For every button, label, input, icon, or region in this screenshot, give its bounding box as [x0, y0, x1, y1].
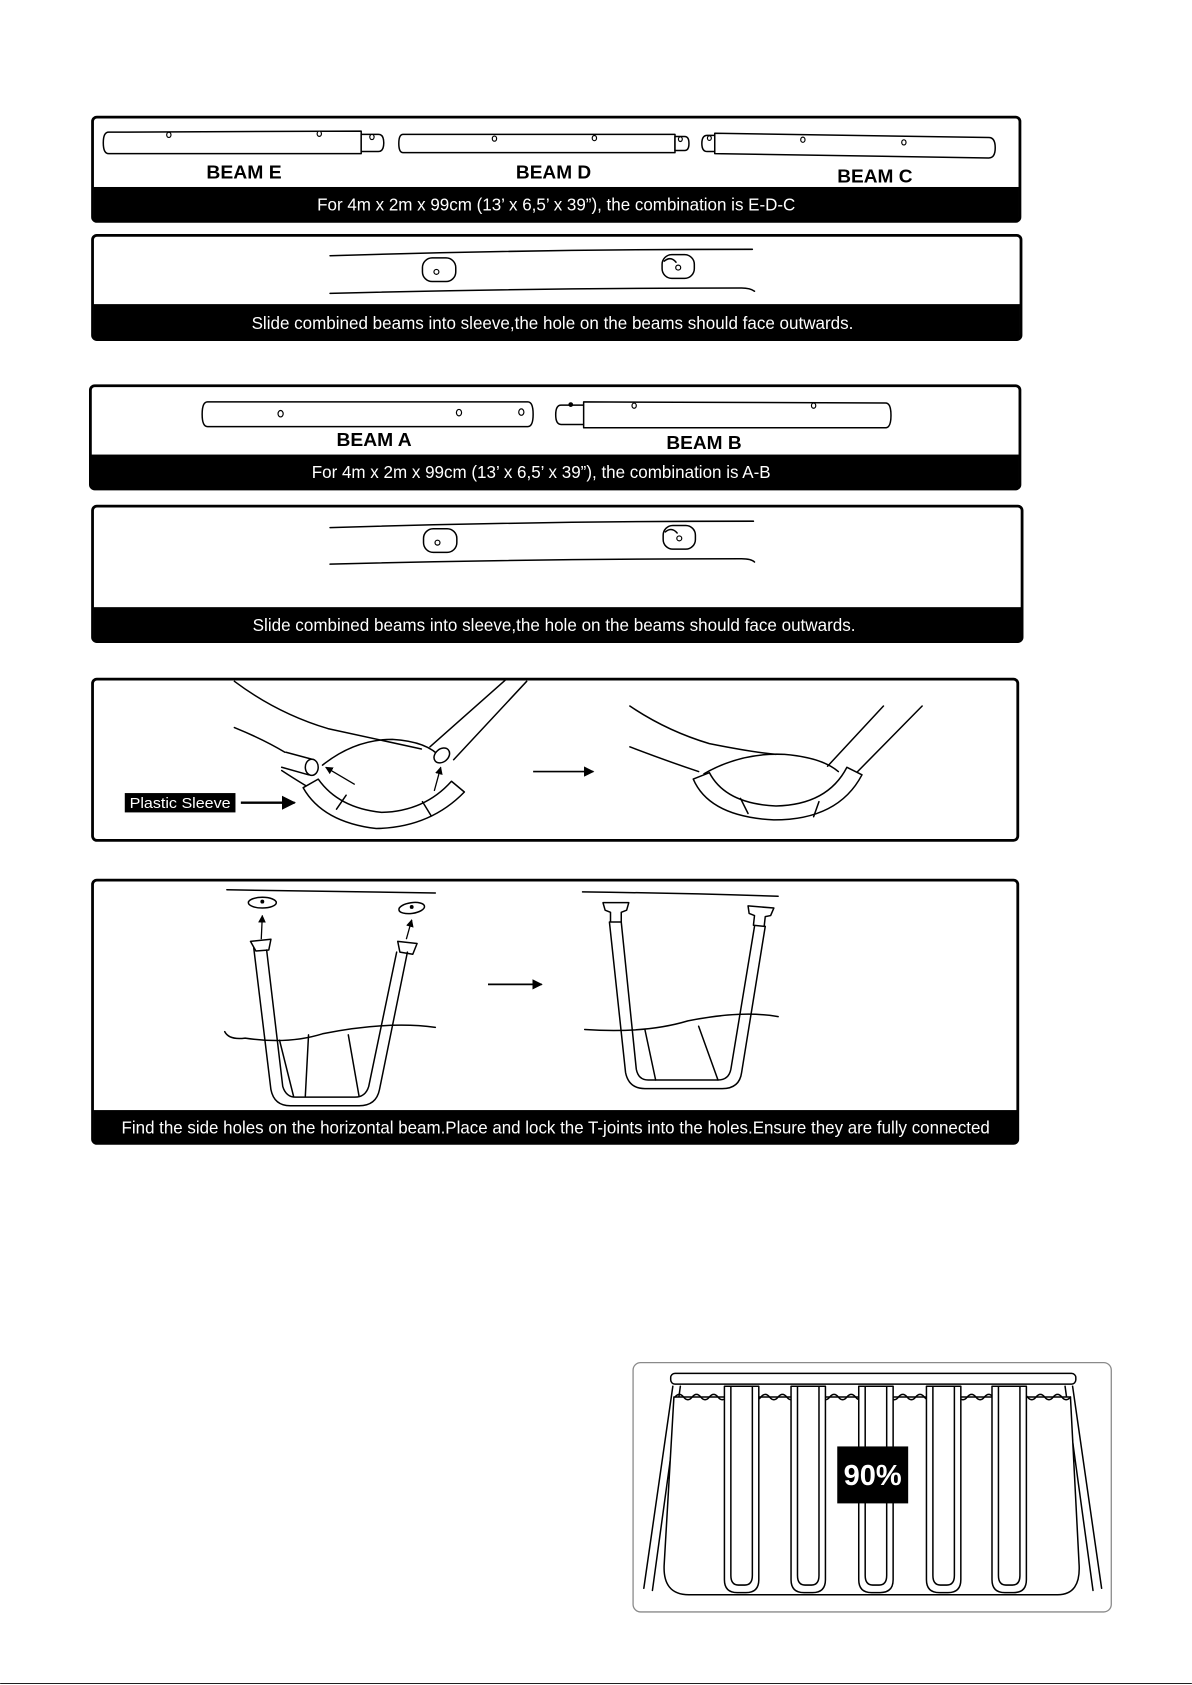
sleeve-panel-2 [93, 506, 1023, 641]
beam-c-label: BEAM C [837, 165, 913, 187]
beam-c [702, 133, 995, 158]
u-support [992, 1386, 1026, 1592]
plastic-sleeve-panel [93, 679, 1018, 840]
panel-background [93, 880, 1018, 1143]
beam-hole [801, 137, 805, 142]
beam-hole [370, 134, 374, 139]
beam-b-body [584, 402, 891, 428]
beam-hole [678, 137, 682, 142]
step-caption: Slide combined beams into sleeve,the hole on the beams should face outwards. [252, 614, 856, 635]
u-support-outer [724, 1386, 758, 1592]
beam-hole-window [422, 258, 455, 282]
beam-hole [167, 132, 171, 137]
u-support-outer [992, 1386, 1026, 1592]
beam-c-body [715, 133, 995, 158]
beam-e-body [103, 131, 361, 154]
beam-hole [632, 403, 636, 408]
beam-hole [492, 136, 496, 141]
beam-end [305, 759, 318, 775]
beam-hole [707, 136, 711, 141]
sleeve-panel-1 [93, 235, 1021, 339]
beam-hole [677, 536, 682, 541]
beam-a-body [202, 402, 533, 427]
beam-hole [519, 409, 524, 415]
u-support-outer [791, 1386, 825, 1592]
beams-ab-panel [90, 386, 1020, 489]
step-caption: Slide combined beams into sleeve,the hole on the beams should face outwards. [251, 312, 854, 333]
side-hole [260, 900, 264, 904]
top-rail [671, 1373, 1076, 1384]
beam-hole [434, 269, 439, 274]
beam-e [103, 131, 383, 154]
beam-hole [592, 136, 596, 141]
beam-hole [568, 402, 573, 407]
t-joint-panel [93, 880, 1018, 1143]
u-support-outer [926, 1386, 960, 1592]
beam-hole [902, 140, 906, 145]
u-support [724, 1386, 758, 1592]
beam-d [399, 134, 689, 152]
water-level-label: 90% [843, 1460, 902, 1493]
beam-hole [317, 131, 321, 136]
step-caption: Find the side holes on the horizontal beam.Place and lock the T-joints into the holes.Ensure they are fully connected [121, 1117, 990, 1138]
beams-edc-panel [93, 117, 1020, 221]
beam-b-narrow-end [556, 405, 585, 424]
beam-b-label: BEAM B [666, 432, 742, 454]
u-support [791, 1386, 825, 1592]
step-caption: For 4m x 2m x 99cm (13’ x 6,5’ x 39”), the combination is E-D-C [317, 194, 796, 215]
beam-hole [676, 265, 681, 270]
beam-hole [278, 411, 283, 417]
plastic-sleeve-label: Plastic Sleeve [129, 795, 231, 813]
water-level-illustration [633, 1363, 1111, 1612]
beam-b [556, 402, 891, 428]
beam-d-body [399, 134, 675, 152]
beam-d-label: BEAM D [515, 161, 592, 183]
step-caption: For 4m x 2m x 99cm (13’ x 6,5’ x 39”), the combination is A-B [311, 462, 771, 483]
panel-background [93, 679, 1018, 840]
beam-hole [456, 409, 461, 415]
beam-a-label: BEAM A [336, 428, 412, 450]
u-support [926, 1386, 960, 1592]
beam-hole [435, 540, 440, 545]
beam-hole [811, 403, 815, 408]
beam-hole-window [424, 529, 457, 553]
beam-e-label: BEAM E [206, 161, 282, 183]
beam-a [202, 402, 533, 427]
side-hole [410, 905, 414, 909]
